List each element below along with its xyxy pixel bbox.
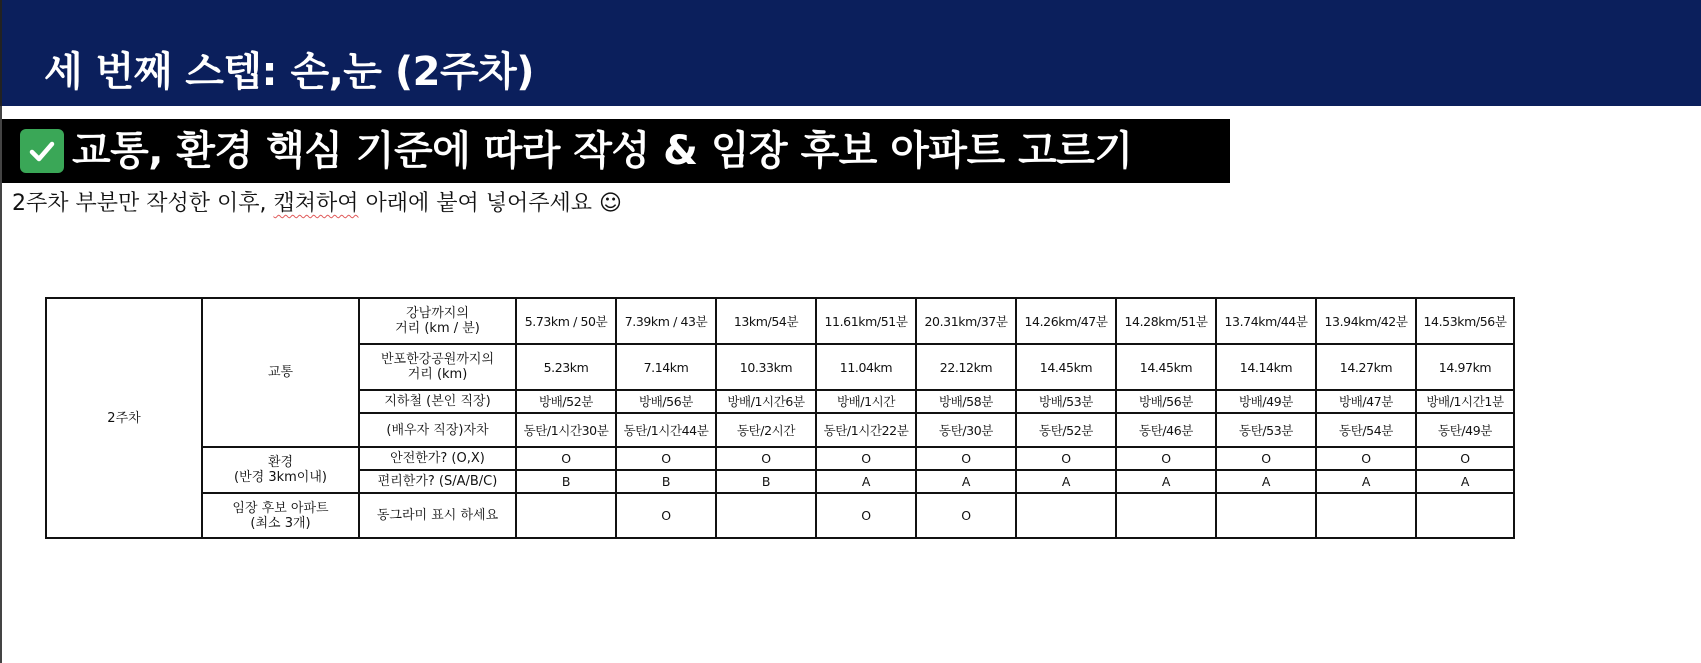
value-cell [1116,493,1216,538]
slide-title: 세 번째 스텝: 손,눈 (2주차) [44,49,535,95]
apartment-table [45,297,1515,539]
value-cell: O [516,447,616,470]
criterion-gangnam: 강남까지의 거리 (km / 분) [359,298,516,344]
value-cell [1416,493,1514,538]
value-cell: 14.28km/51분 [1116,298,1216,344]
value-cell: O [1116,447,1216,470]
section-banner [2,119,1230,183]
value-cell: 10.33km [716,344,816,390]
table-row [46,298,1514,344]
value-cell: 동탄/1시간30분 [516,413,616,447]
value-cell: A [1116,470,1216,493]
value-cell: A [1416,470,1514,493]
criterion-convenient: 편리한가? (S/A/B/C) [359,470,516,493]
value-cell [1016,493,1116,538]
value-cell: 13.94km/42분 [1316,298,1416,344]
value-cell: O [1016,447,1116,470]
criterion-car: (배우자 직장)자차 [359,413,516,447]
value-cell: 방배/1시간1분 [1416,390,1514,413]
value-cell: 동탄/46분 [1116,413,1216,447]
table-row [46,493,1514,538]
value-cell: 동탄/54분 [1316,413,1416,447]
value-cell: 13.74km/44분 [1216,298,1316,344]
value-cell: O [1216,447,1316,470]
instruction-text [12,188,622,220]
week-cell: 2주차 [46,298,202,538]
value-cell: A [816,470,916,493]
value-cell: B [616,470,716,493]
value-cell: 방배/58분 [916,390,1016,413]
value-cell: 20.31km/37분 [916,298,1016,344]
value-cell: 동탄/1시간44분 [616,413,716,447]
instruction-part-1: 2주차 부분만 작성한 이후, [12,191,274,216]
check-mark-icon [20,129,64,173]
criterion-banpo: 반포한강공원까지의 거리 (km) [359,344,516,390]
value-cell: 14.45km [1016,344,1116,390]
value-cell: O [916,447,1016,470]
value-cell: 7.14km [616,344,716,390]
value-cell [1216,493,1316,538]
value-cell: 방배/56분 [616,390,716,413]
value-cell: 방배/56분 [1116,390,1216,413]
value-cell: 동탄/1시간22분 [816,413,916,447]
header-band [0,0,1701,106]
value-cell: O [616,493,716,538]
value-cell: A [916,470,1016,493]
instruction-part-2: 아래에 붙여 넣어주세요 ☺ [358,191,622,216]
value-cell: A [1016,470,1116,493]
criterion-mark: 동그라미 표시 하세요 [359,493,516,538]
value-cell: A [1216,470,1316,493]
value-cell: B [516,470,616,493]
criterion-subway: 지하철 (본인 직장) [359,390,516,413]
value-cell: 11.04km [816,344,916,390]
value-cell: 14.97km [1416,344,1514,390]
left-border [0,106,2,663]
value-cell: 13km/54분 [716,298,816,344]
value-cell: 14.45km [1116,344,1216,390]
value-cell: 방배/52분 [516,390,616,413]
value-cell: 방배/1시간6분 [716,390,816,413]
value-cell: 동탄/30분 [916,413,1016,447]
value-cell: O [1416,447,1514,470]
value-cell: B [716,470,816,493]
value-cell: 14.53km/56분 [1416,298,1514,344]
value-cell: 5.23km [516,344,616,390]
group-env: 환경 (반경 3km이내) [202,447,359,493]
table-row [46,447,1514,470]
value-cell: 7.39km / 43분 [616,298,716,344]
value-cell: 방배/49분 [1216,390,1316,413]
value-cell: 5.73km / 50분 [516,298,616,344]
value-cell: 동탄/53분 [1216,413,1316,447]
value-cell: 동탄/52분 [1016,413,1116,447]
value-cell [1316,493,1416,538]
value-cell: O [816,493,916,538]
value-cell: O [916,493,1016,538]
value-cell: O [616,447,716,470]
group-candidate: 임장 후보 아파트 (최소 3개) [202,493,359,538]
value-cell: 방배/53분 [1016,390,1116,413]
banner-text: 교통, 환경 핵심 기준에 따라 작성 & 임장 후보 아파트 고르기 [72,128,1133,174]
value-cell: A [1316,470,1416,493]
value-cell: O [816,447,916,470]
value-cell: 동탄/49분 [1416,413,1514,447]
value-cell: 14.14km [1216,344,1316,390]
spellcheck-word: 캡쳐하여 [273,191,359,216]
value-cell: 동탄/2시간 [716,413,816,447]
criterion-safe: 안전한가? (O,X) [359,447,516,470]
value-cell: 방배/1시간 [816,390,916,413]
group-traffic: 교통 [202,298,359,447]
value-cell: O [1316,447,1416,470]
value-cell: 22.12km [916,344,1016,390]
value-cell: 14.27km [1316,344,1416,390]
value-cell [716,493,816,538]
value-cell: O [716,447,816,470]
value-cell: 14.26km/47분 [1016,298,1116,344]
value-cell [516,493,616,538]
value-cell: 방배/47분 [1316,390,1416,413]
value-cell: 11.61km/51분 [816,298,916,344]
